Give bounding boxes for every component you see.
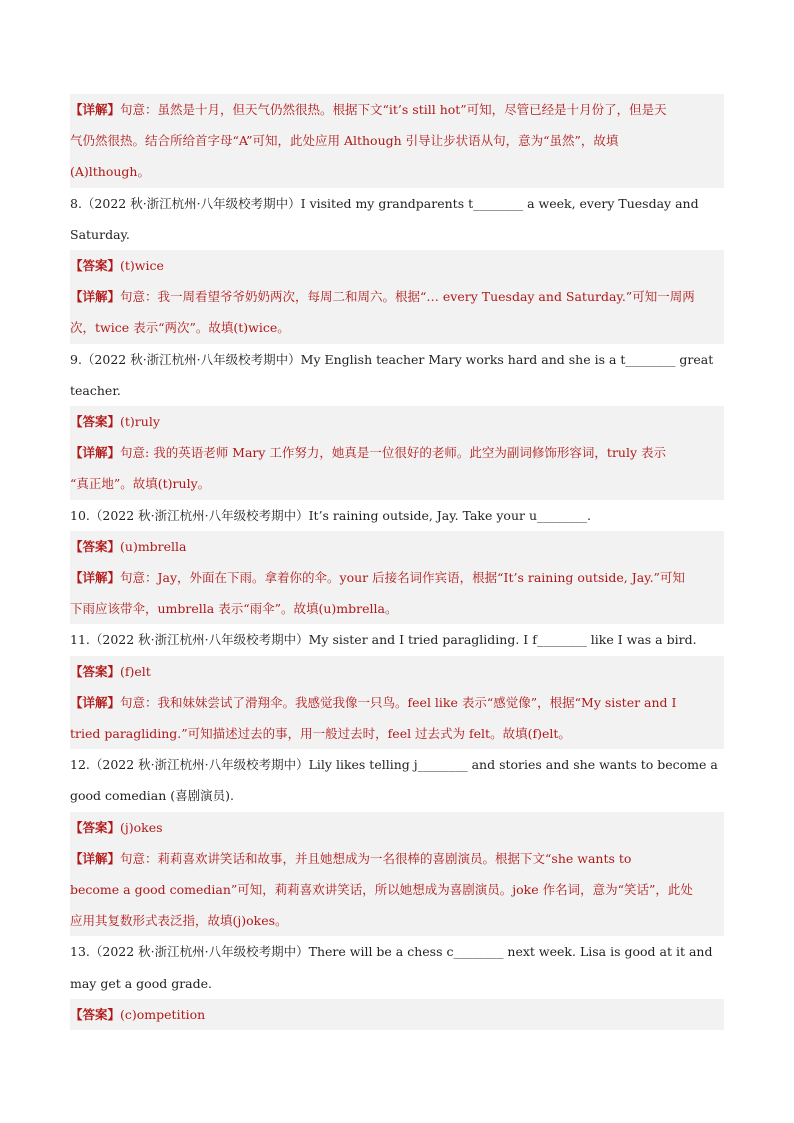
explanation-line [70,562,724,593]
explanation-line [70,718,724,749]
answer-tag: 【答案】 [70,663,121,679]
answer-line [70,999,724,1030]
line-text: teacher. [70,382,121,398]
line-text: become a good comedian”可知，莉莉喜欢讲笑话，所以她想成为喜剧演员。joke 作名词，意为“笑话”，此处 [70,882,693,898]
question-line [70,219,724,250]
answer-line [70,250,724,281]
line-text: 句意：虽然是十月，但天气仍然很热。根据下文“it’s still hot”可知，尽管已经是十月份了，但是天 [120,102,667,117]
explanation-line [70,468,724,499]
line-text: Saturday. [70,226,130,242]
line-text: 13.（2022 秋·浙江杭州·八年级校考期中）There will be a chess c________ next week. Lisa is good at it and [70,944,713,960]
question-line [70,624,724,655]
line-text: 下雨应该带伞，umbrella 表示“雨伞”。故填(u)mbrella。 [70,601,398,617]
answer-tag: 【答案】 [70,1006,121,1022]
question-line [70,749,724,780]
explanation-line [70,156,724,187]
explanation-line [70,593,724,624]
explanation-line [70,843,724,874]
detail-tag: 【详解】 [70,850,121,866]
question-line [70,936,724,967]
detail-tag: 【详解】 [70,570,121,586]
answer-tag: 【答案】 [70,538,121,554]
line-text: 8.（2022 秋·浙江杭州·八年级校考期中）I visited my grandparents t________ a week, every Tuesday and [70,195,699,211]
explanation-line [70,94,724,125]
line-text: 10.（2022 秋·浙江杭州·八年级校考期中）It’s raining outside, Jay. Take your u________. [70,507,591,523]
line-text: (t)ruly [120,414,160,430]
detail-tag: 【详解】 [70,102,121,117]
explanation-line [70,125,724,156]
line-text: “真正地”。故填(t)ruly。 [70,476,211,492]
explanation-line [70,905,724,936]
answer-line [70,812,724,843]
explanation-line [70,687,724,718]
line-text: (A)lthough。 [70,164,150,180]
line-text: tried paragliding.”可知描述过去的事，用一般过去时，feel 过去式为 felt。故填(f)elt。 [70,726,571,742]
line-text: 句意: 我的英语老师 Mary 工作努力，她真是一位很好的老师。此空为副词修饰形容词，truly 表示 [120,445,667,461]
line-text: may get a good grade. [70,975,212,991]
answer-tag: 【答案】 [70,819,121,835]
line-text: (u)mbrella [120,538,187,554]
line-text: 应用其复数形式表泛指，故填(j)okes。 [70,913,288,929]
line-text: (j)okes [120,819,163,835]
question-line [70,375,724,406]
page-content [70,94,724,1030]
line-text: 气仍然很热。结合所给首字母“A”可知，此处应用 Although 引导让步状语从句，意为“虽然”，故填 [70,133,619,149]
line-text: 句意：莉莉喜欢讲笑话和故事，并且她想成为一名很棒的喜剧演员。根据下文“she wants to [120,850,632,866]
line-text: 句意：Jay，外面在下雨。拿着你的伞。your 后接名词作宾语，根据“It’s raining outside, Jay.”可知 [120,570,685,586]
line-text: (c)ompetition [120,1006,206,1022]
detail-tag: 【详解】 [70,694,121,710]
question-line [70,968,724,999]
line-text: 11.（2022 秋·浙江杭州·八年级校考期中）My sister and I tried paragliding. I f________ like I was a bird. [70,632,697,648]
explanation-line [70,312,724,343]
answer-tag: 【答案】 [70,258,121,274]
detail-tag: 【详解】 [70,445,121,461]
answer-line [70,656,724,687]
line-text: 12.（2022 秋·浙江杭州·八年级校考期中）Lily likes telling j________ and stories and she wants to become a [70,757,718,773]
explanation-line [70,437,724,468]
answer-tag: 【答案】 [70,414,121,430]
line-text: 次，twice 表示“两次”。故填(t)wice。 [70,320,290,336]
explanation-line [70,281,724,312]
question-line [70,188,724,219]
explanation-line [70,874,724,905]
line-text: (t)wice [120,258,164,274]
line-text: 句意：我和妹妹尝试了滑翔伞。我感觉我像一只鸟。feel like 表示“感觉像”，根据“My sister and I [120,694,677,710]
answer-line [70,531,724,562]
line-text: 句意：我一周看望爷爷奶奶两次，每周二和周六。根据“… every Tuesday and Saturday.”可知一周两 [120,289,695,305]
line-text: (f)elt [120,663,151,679]
line-text: 9.（2022 秋·浙江杭州·八年级校考期中）My English teacher Mary works hard and she is a t________ great [70,351,714,367]
line-text: good comedian (喜剧演员). [70,788,235,804]
detail-tag: 【详解】 [70,289,121,305]
question-line [70,500,724,531]
answer-line [70,406,724,437]
question-line [70,344,724,375]
question-line [70,780,724,811]
